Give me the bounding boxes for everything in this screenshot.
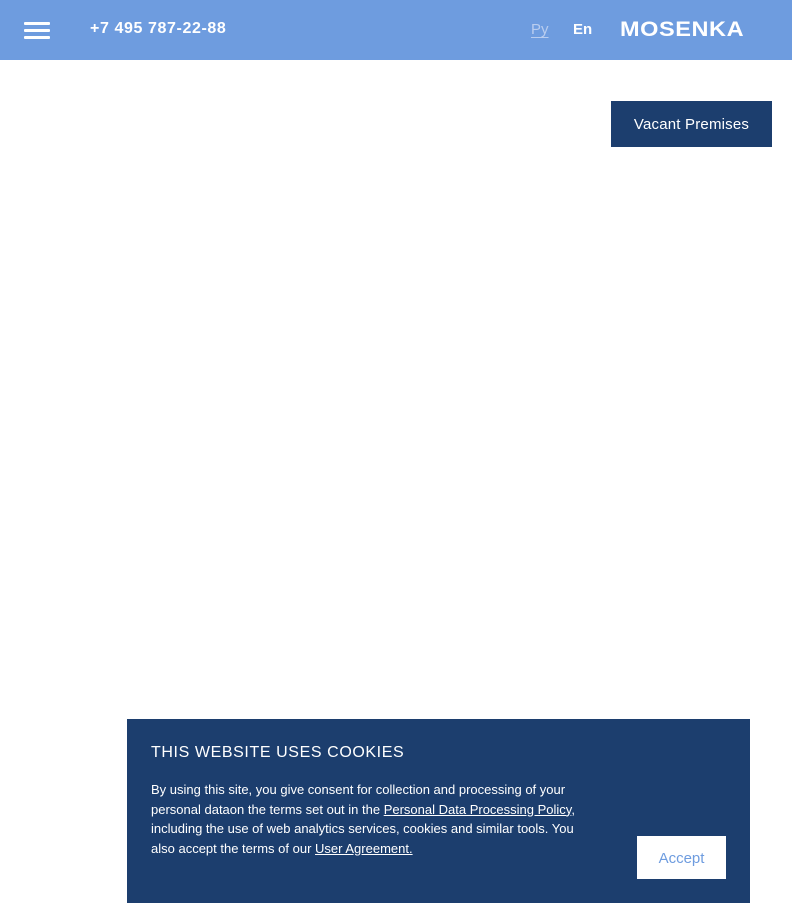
vacant-premises-button[interactable]: Vacant Premises [611,101,772,147]
cookie-banner-title: THIS WEBSITE USES COOKIES [151,744,405,761]
cookie-text-part1: By using this site, you give consent for collection and processing of your personal dataon the terms set out in the [151,782,566,817]
header-bar [0,0,792,60]
cookie-banner-text [151,780,601,858]
language-ru-link[interactable]: Ру [531,21,549,38]
personal-data-policy-link[interactable]: Personal Data Processing Policy [383,801,572,817]
user-agreement-link[interactable]: User Agreement. [315,840,413,856]
cookie-text-part2: , including the use of web analytics services, cookies and similar tools. You also accept the terms of our [151,801,575,856]
cookie-banner [127,719,750,903]
menu-bar-line [24,36,50,39]
language-en-active[interactable]: En [573,21,593,38]
hamburger-menu-icon[interactable] [22,17,52,43]
menu-bar-line [24,22,50,25]
phone-link[interactable]: +7 495 787-22-88 [90,20,227,37]
accept-cookies-button[interactable]: Accept [637,836,726,879]
menu-bar-line [24,29,50,32]
mosenka-logo[interactable]: MOSENKA [620,18,745,41]
